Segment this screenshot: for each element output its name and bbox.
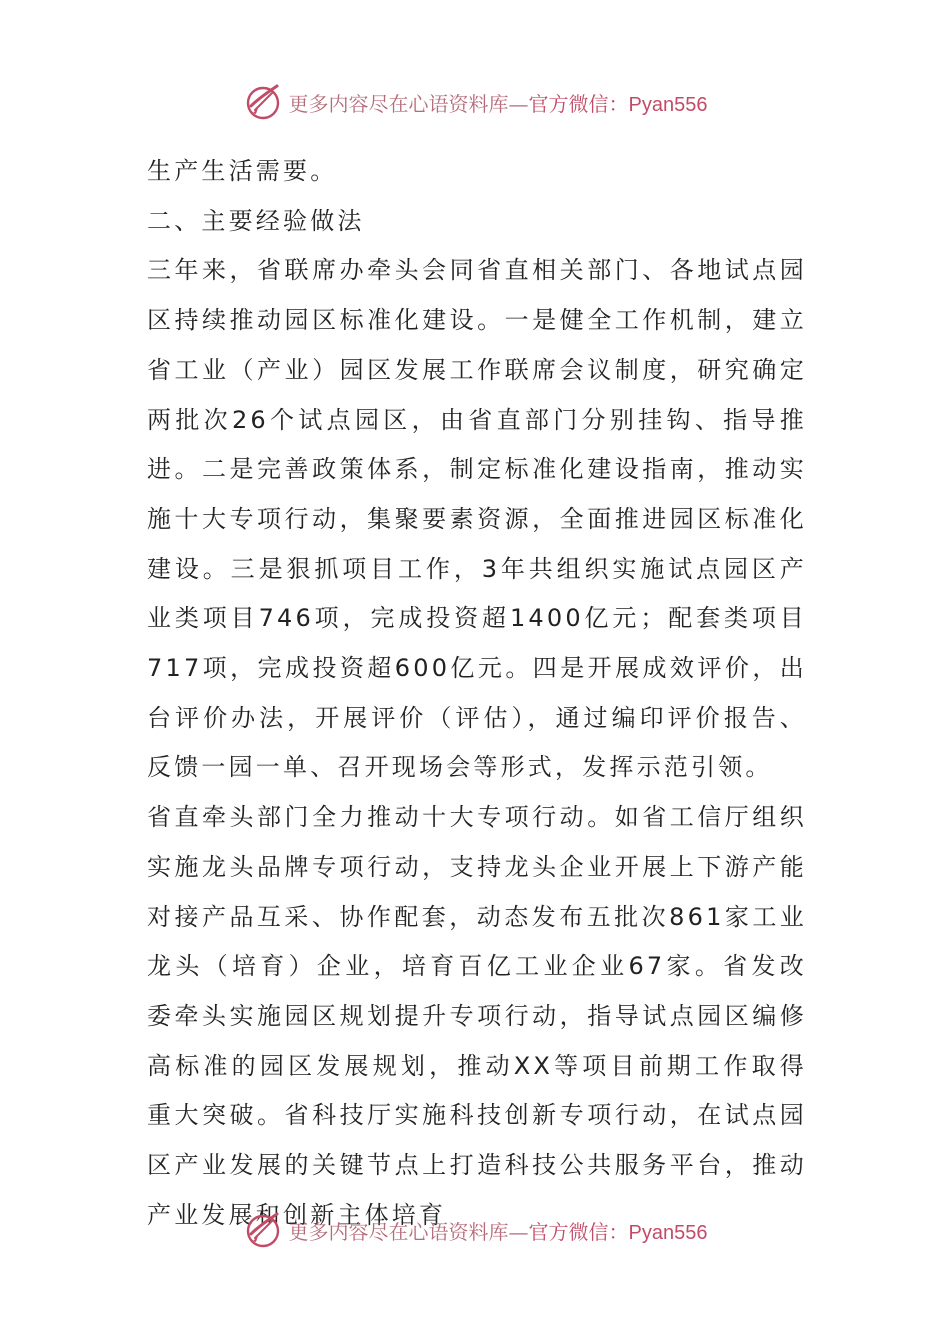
banner-text: 更多内容尽在心语资料库—官方微信：Pyan556 [288, 91, 708, 116]
wechat-id: Pyan556 [628, 93, 708, 116]
pen-circle-logo-icon [243, 82, 283, 122]
paragraph: 三年来，省联席办牵头会同省直相关部门、各地试点园区持续推动园区标准化建设。一是健全工作机制，建立省工业（产业）园区发展工作联席会议制度，研究确定两批次26个试点园区，由省直部门分别挂钩、指导推进。二是完善政策体系，制定标准化建设指南，推动实施十大专项行动，集聚要素资源，全面推进园区标准化建设。三是狠抓项目工作，3年共组织实施试点园区产业类项目746项，完成投资超1400亿元；配套类项目717项，完成投资超600亿元。四是开展成效评价，出台评价办法，开展评价（评估），通过编印评价报告、反馈一园一单、召开现场会等形式，发挥示范引领。 [147, 256, 807, 782]
document-body [147, 147, 807, 1240]
wechat-label: 官方微信： [528, 1219, 629, 1244]
wechat-id: Pyan556 [628, 1221, 708, 1244]
paragraph: 省直牵头部门全力推动十大专项行动。如省工信厅组织实施龙头品牌专项行动，支持龙头企业开展上下游产能对接产品互采、协作配套，动态发布五批次861家工业龙头（培育）企业，培育百亿工业企业67家。省发改委牵头实施园区规划提升专项行动，指导试点园区编修高标准的园区发展规划，推动XX等项目前期工作取得重大突破。省科技厅实施科技创新专项行动，在试点园区产业发展的关键节点上打造科技公共服务平台，推动产业发展和创新主体培育 [147, 803, 807, 1229]
wechat-label: 官方微信： [528, 91, 629, 116]
footer-banner [0, 1208, 950, 1252]
section-heading: 二、主要经验做法 [147, 206, 365, 235]
paragraph: 生产生活需要。 [147, 157, 338, 185]
pen-circle-logo-icon [243, 1210, 283, 1250]
header-banner [0, 80, 950, 124]
banner-text: 更多内容尽在心语资料库—官方微信：Pyan556 [288, 1219, 708, 1244]
